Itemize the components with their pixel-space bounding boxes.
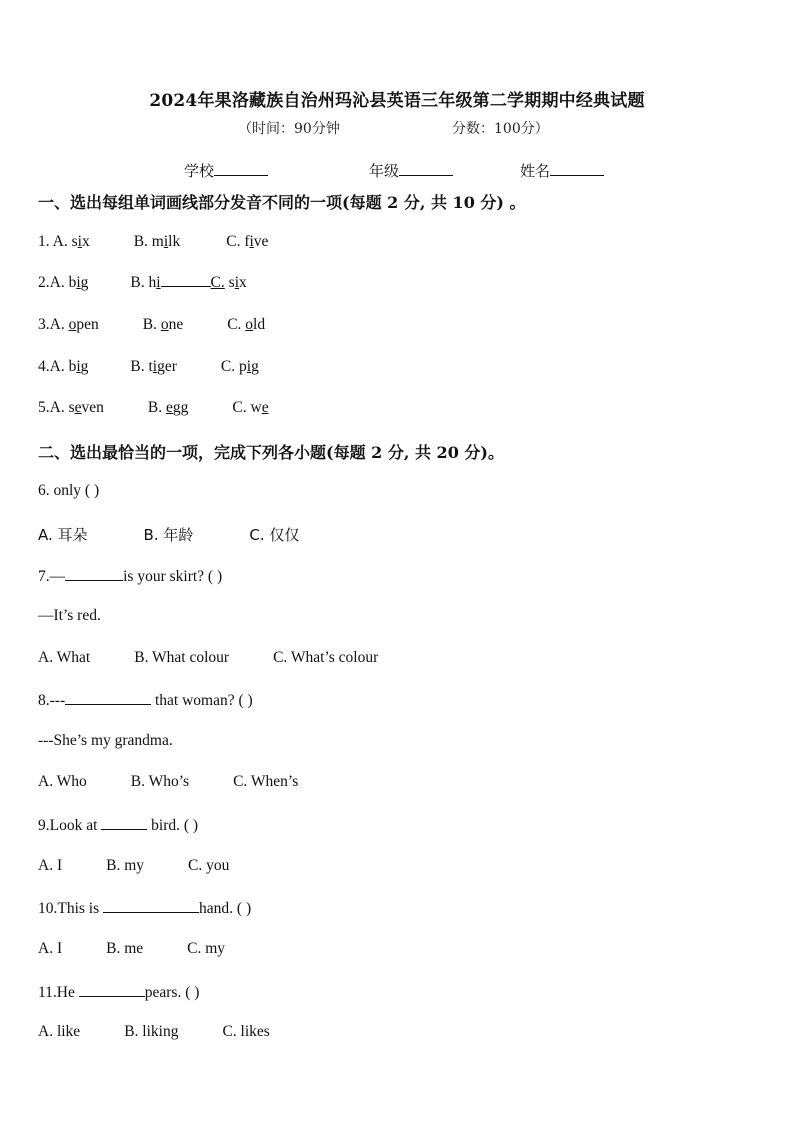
option-b-underlined: i <box>156 274 161 291</box>
school-blank[interactable] <box>214 161 268 176</box>
name-blank[interactable] <box>550 161 604 176</box>
option-c-underlined: i <box>249 233 254 250</box>
option-a-text-end: g <box>80 274 89 291</box>
option-b-underlined: e <box>166 399 173 416</box>
question-6: 6. only ( ) <box>38 482 100 499</box>
question-text-end: pears. ( ) <box>144 984 200 1001</box>
option-a-underlined: i <box>76 274 81 291</box>
question-number: 7.— <box>38 568 66 585</box>
option-c[interactable]: C. 仅仅 <box>249 526 300 544</box>
school-label: 学校 <box>184 162 215 180</box>
option-a-text: b <box>68 274 77 291</box>
question-text: is your skirt? ( ) <box>123 568 223 585</box>
option-b-underlined: i <box>163 233 169 250</box>
grade-field[interactable] <box>369 160 453 181</box>
option-c-label: C. <box>210 274 225 291</box>
grade-label: 年级 <box>369 162 400 180</box>
option-b[interactable]: B. my <box>106 857 145 874</box>
option-c[interactable]: C. my <box>187 940 226 957</box>
question-4 <box>38 358 259 376</box>
option-a-underlined: e <box>74 399 82 416</box>
option-c-text-end: x <box>239 274 247 291</box>
option-c[interactable]: C. likes <box>222 1023 270 1040</box>
option-c-underlined: e <box>261 399 269 416</box>
question-number: 3.A. <box>38 316 69 333</box>
option-a[interactable]: A. I <box>38 940 63 957</box>
answer-blank[interactable] <box>103 898 199 913</box>
option-a-text: s <box>68 399 75 416</box>
option-a-underlined: i <box>77 233 82 250</box>
option-b-text: B. m <box>133 233 164 250</box>
option-b-text-end: ne <box>168 316 184 333</box>
option-c-underlined: o <box>245 316 254 333</box>
question-2 <box>38 274 247 292</box>
option-c[interactable]: C. you <box>188 857 230 874</box>
option-a-text-end: pen <box>76 316 99 333</box>
option-c-text: C. w <box>232 399 262 416</box>
option-c-text: C. p <box>220 358 247 375</box>
option-a-text: b <box>68 358 77 375</box>
question-number: 4.A. <box>38 358 69 375</box>
option-b[interactable]: B. me <box>106 940 144 957</box>
school-field[interactable] <box>184 160 268 181</box>
answer-blank[interactable] <box>65 690 151 705</box>
option-b-blank <box>161 274 211 287</box>
option-c-text-end: ld <box>253 316 266 333</box>
question-text-end: bird. ( ) <box>147 817 199 834</box>
option-b-text: B. t <box>130 358 153 375</box>
option-b-text: B. h <box>130 274 157 291</box>
option-a-text-end: g <box>80 358 89 375</box>
question-5 <box>38 399 269 417</box>
exam-time: （时间：90分钟 <box>238 121 340 137</box>
question-10 <box>38 898 251 918</box>
option-a[interactable]: A. like <box>38 1023 81 1040</box>
question-11 <box>38 982 199 1002</box>
option-a[interactable]: A. What <box>38 649 91 666</box>
option-b-underlined: i <box>152 358 158 375</box>
question-1 <box>38 233 268 251</box>
question-number: 5.A. <box>38 399 69 416</box>
answer-blank[interactable] <box>65 566 123 581</box>
question-number: 8.--- <box>38 692 66 709</box>
question-10-options <box>38 940 225 958</box>
option-c-text: C. <box>227 316 246 333</box>
option-b[interactable]: B. 年龄 <box>143 526 194 544</box>
option-a[interactable]: A. I <box>38 857 63 874</box>
question-7-response: —It’s red. <box>38 607 101 624</box>
option-c-text: s <box>224 274 235 291</box>
option-a-text-end: x <box>81 233 90 250</box>
option-a-text-end: ven <box>81 399 104 416</box>
question-6-options <box>38 524 299 545</box>
option-b-text-end: gg <box>172 399 189 416</box>
question-number: 2.A. <box>38 274 69 291</box>
option-b[interactable]: B. Who’s <box>130 773 190 790</box>
question-text: 9.Look at <box>38 817 102 834</box>
question-text: that woman? ( ) <box>151 692 253 709</box>
option-a-underlined: i <box>76 358 81 375</box>
question-8-options <box>38 773 298 791</box>
question-3 <box>38 316 265 334</box>
option-a[interactable]: A. 耳朵 <box>38 526 88 544</box>
option-a[interactable]: A. Who <box>38 773 87 790</box>
name-label: 姓名 <box>520 162 551 180</box>
name-field[interactable] <box>520 160 604 181</box>
option-a-text: s <box>71 233 78 250</box>
section-2-heading: 二、选出最恰当的一项，完成下列各小题(每题 2 分, 共 20 分)。 <box>38 443 504 462</box>
option-c-underlined: i <box>246 358 252 375</box>
question-8 <box>38 690 253 710</box>
option-c-text: C. f <box>226 233 250 250</box>
option-b-underlined: o <box>160 316 169 333</box>
exam-score: 分数：100分） <box>452 121 549 137</box>
question-number: 1. A. <box>38 233 72 250</box>
option-b[interactable]: B. What colour <box>134 649 230 666</box>
option-b[interactable]: B. liking <box>124 1023 179 1040</box>
page-title: 2024年果洛藏族自治州玛沁县英语三年级第二学期期中经典试题 <box>149 91 645 111</box>
option-b-text: B. <box>142 316 161 333</box>
question-text: 11.He <box>38 984 79 1001</box>
option-c-underlined: i <box>234 274 239 291</box>
grade-blank[interactable] <box>399 161 453 176</box>
section-1-heading: 一、选出每组单词画线部分发音不同的一项(每题 2 分, 共 10 分) 。 <box>38 193 526 212</box>
answer-blank[interactable] <box>101 815 147 830</box>
question-7-options <box>38 649 378 667</box>
option-b-text: B. <box>147 399 166 416</box>
option-b-text-end: ger <box>157 358 177 375</box>
option-c-text-end: g <box>251 358 259 375</box>
answer-blank[interactable] <box>79 982 145 997</box>
option-b-text-end: lk <box>168 233 181 250</box>
option-c[interactable]: C. When’s <box>233 773 299 790</box>
question-text-end: hand. ( ) <box>199 900 252 917</box>
option-c-text-end: ve <box>253 233 269 250</box>
question-9-options <box>38 857 229 875</box>
question-text: 10.This is <box>38 900 104 917</box>
question-7 <box>38 566 222 586</box>
question-11-options <box>38 1023 270 1041</box>
question-9 <box>38 815 198 835</box>
option-a-underlined: o <box>68 316 77 333</box>
question-8-response: ---She’s my grandma. <box>38 732 173 749</box>
option-c[interactable]: C. What’s colour <box>273 649 379 666</box>
